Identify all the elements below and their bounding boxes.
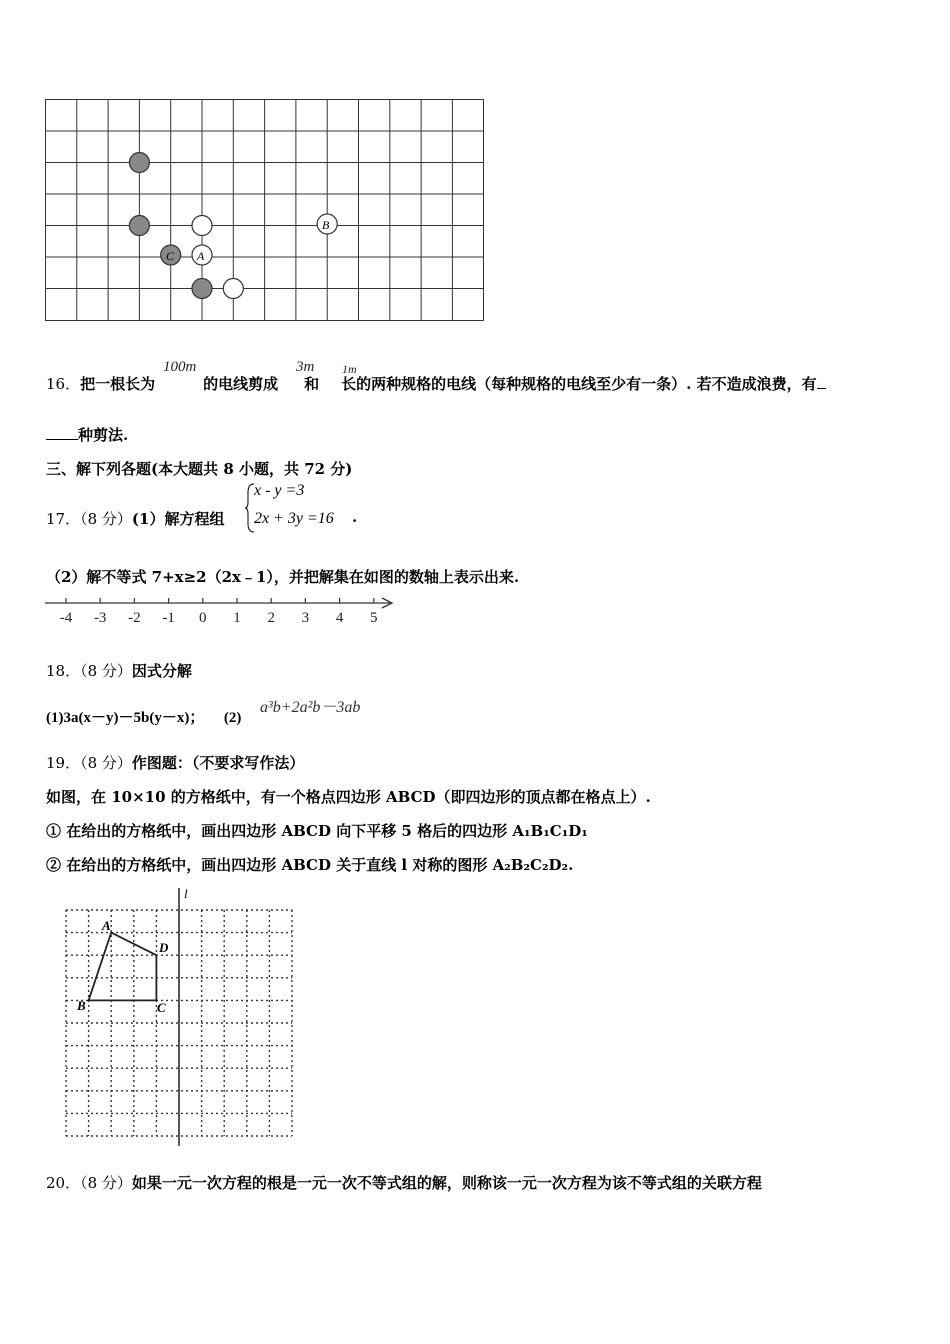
q19-line: 19．（8 分）作图题：（不要求写作法） (46, 754, 305, 772)
svg-text:l: l (184, 886, 188, 901)
tick-label: 4 (335, 610, 344, 626)
tick-label: -2 (128, 610, 141, 626)
quadrilateral-abcd (89, 933, 157, 1001)
number-line (44, 594, 398, 628)
svg-text:B: B (77, 998, 86, 1013)
q18-item2-expr: a³b+2a²b－3ab (260, 699, 361, 716)
q17-eq1: x - y =3 (254, 482, 305, 499)
q17-eq-end: · (352, 512, 358, 530)
tick-label: 2 (267, 610, 275, 626)
white-stone (223, 279, 243, 299)
q18-item1: (1)3a(x－y)－5b(y－x)； (2) (46, 710, 242, 726)
q17-part2: （2）解不等式 7+x≥2（2x﹣1），并把解集在如图的数轴上表示出来. (46, 568, 520, 586)
svg-text:D: D (159, 940, 169, 955)
q19-item1: ① 在给出的方格纸中，画出四边形 ABCD 向下平移 5 格后的四边形 A₁B₁C₁D₁ (46, 822, 588, 840)
black-stone (192, 279, 212, 299)
tick-label: 0 (199, 610, 207, 626)
tick-label: 1 (233, 610, 241, 626)
q18-line: 18．（8 分）因式分解 (46, 662, 192, 680)
q16-length-a: 3m (296, 359, 315, 375)
q19-item2: ② 在给出的方格纸中，画出四边形 ABCD 关于直线 l 对称的图形 A₂B₂C₂D₂. (46, 856, 574, 874)
q17-line: 17．（8 分）(1）解方程组 (46, 510, 225, 528)
label-c: C (166, 249, 175, 263)
q16-line1: 16．把一根长为 的电线剪成 和 长的两种规格的电线（每种规格的电线至少有一条）. 若不造成浪费，有 (46, 373, 826, 394)
q16-length-b: 1m (342, 362, 357, 376)
q19-grid-figure (60, 886, 316, 1148)
white-stone (192, 216, 212, 236)
q16-line2: 种剪法. (46, 424, 128, 445)
q19-intro: 如图，在 10×10 的方格纸中，有一个格点四边形 ABCD（即四边形的顶点都在格点上）. (46, 788, 651, 806)
go-board-figure (44, 98, 488, 324)
section3-heading: 三、解下列各题(本大题共 8 小题，共 72 分) (46, 460, 353, 478)
svg-text:C: C (157, 1000, 166, 1015)
q20-line: 20．（8 分）如果一元一次方程的根是一元一次不等式组的解，则称该一元一次方程为该不等式组的关联方程 (46, 1174, 762, 1192)
tick-label: -1 (162, 610, 175, 626)
tick-label: -4 (59, 610, 73, 626)
q16-length-total: 100m (163, 359, 197, 375)
black-stone (129, 216, 149, 236)
label-b: B (322, 218, 330, 232)
tick-label: -3 (93, 610, 107, 626)
q16-number: 16． (46, 375, 81, 393)
svg-text:A: A (102, 918, 111, 933)
black-stone (129, 153, 149, 173)
q17-eq2: 2x + 3y =16 (254, 510, 334, 527)
tick-label: 5 (370, 610, 378, 626)
label-a: A (197, 249, 205, 263)
answer-blank[interactable] (46, 439, 78, 440)
tick-label: 3 (301, 610, 310, 626)
